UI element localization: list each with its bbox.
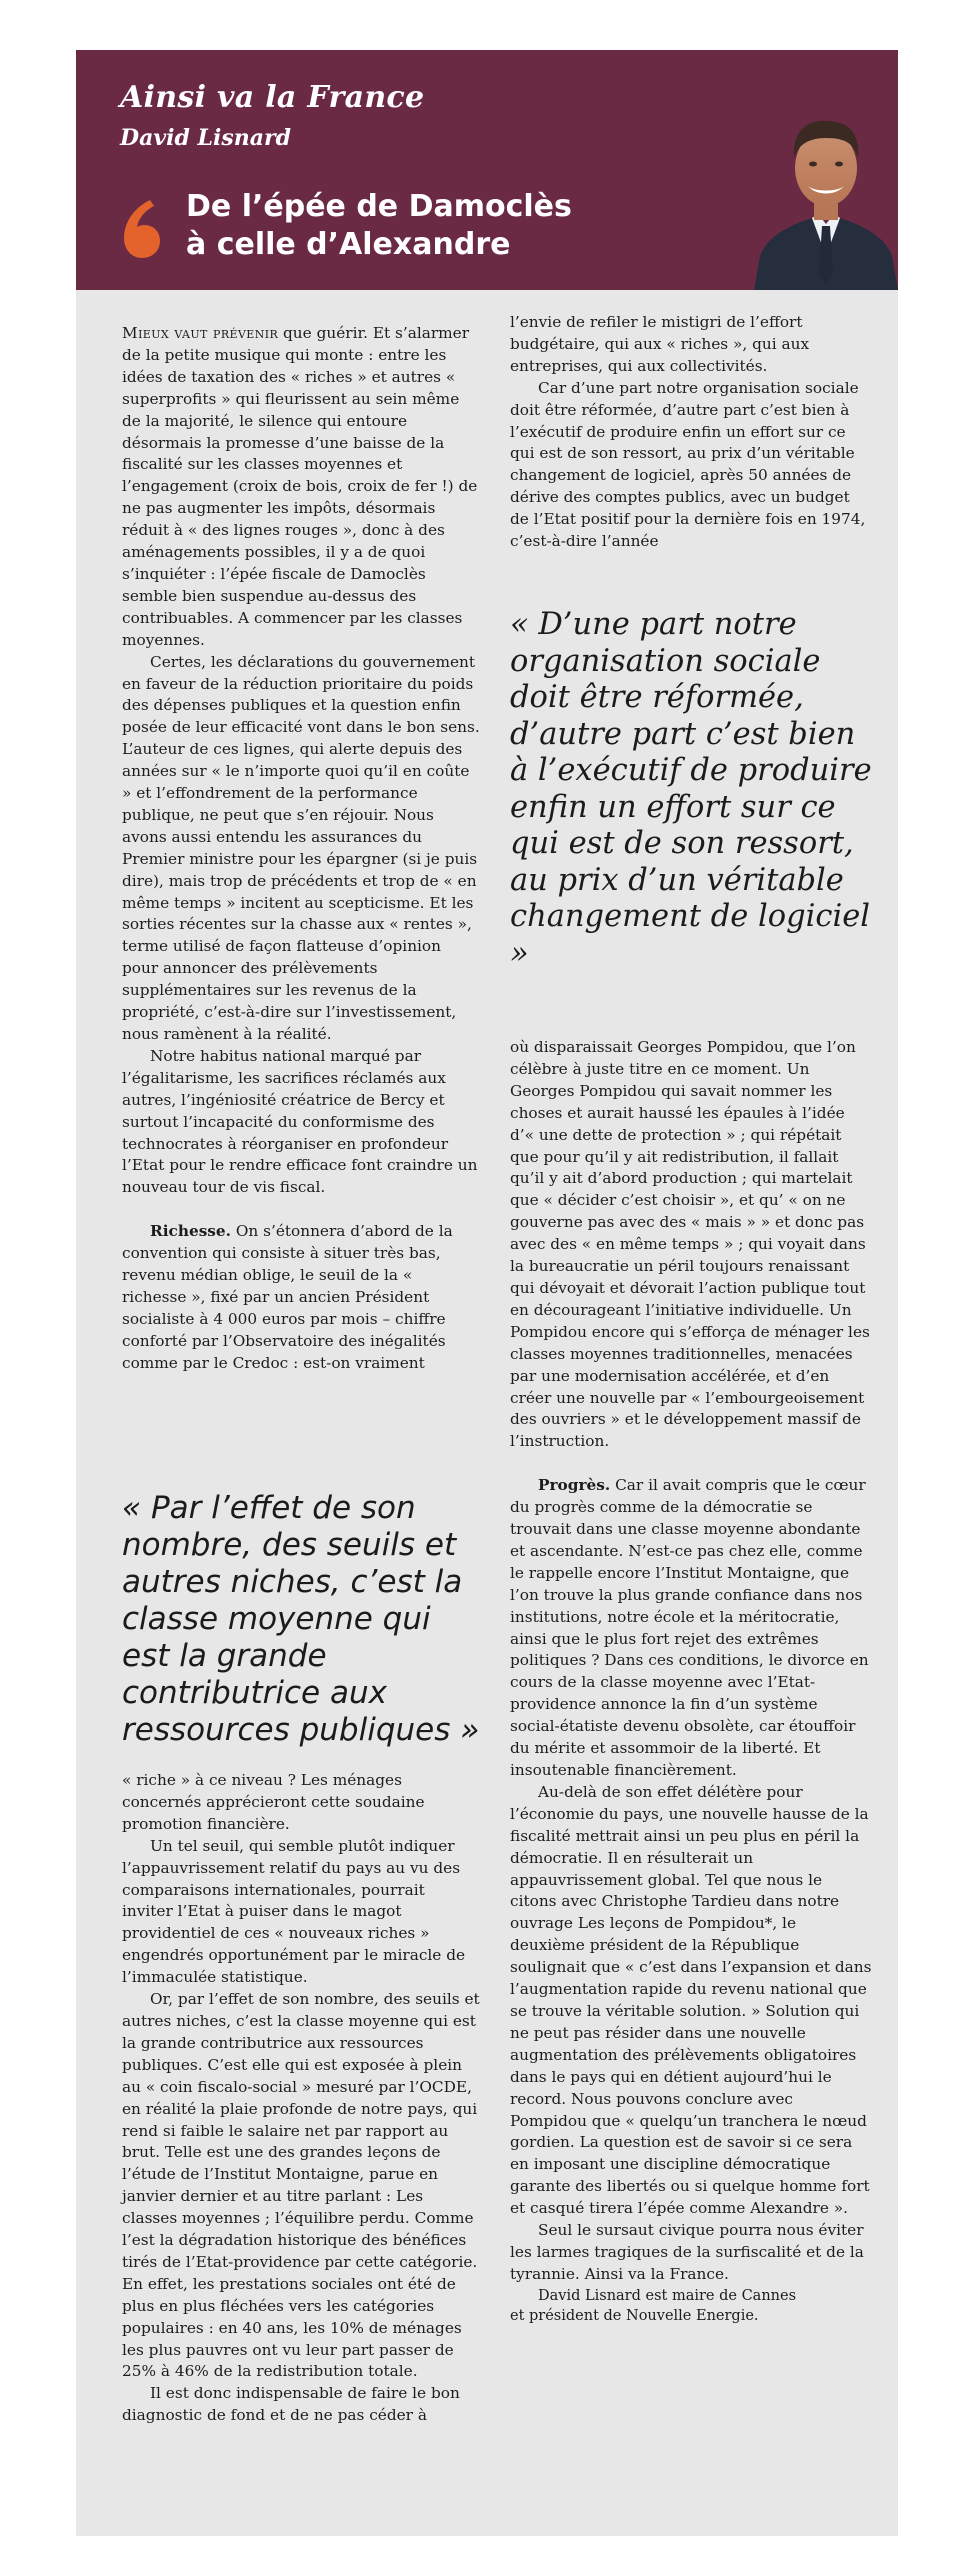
column-2-top bbox=[510, 312, 872, 553]
article-header bbox=[76, 50, 898, 290]
paragraph: Or, par l’effet de son nombre, des seuils et autres niches, c’est la classe moyenne qui est la grande contributrice aux ressources publiques. C’est elle qui est exposée à plein au « coin fiscalo-social » mesuré par l’OCDE, en réalité la plaie profonde de notre pays, qui rend si faible le salaire net par rapport au brut. Telle est une des grandes leçons de l’étude de l’Institut Montaigne, parue en janvier dernier et au titre parlant : Les classes moyennes ; l’équilibre perdu. Comme l’est la dégradation historique des bénéfices tirés de l’Etat-providence par cette catégorie. En effet, les prestations sociales ont été de plus en plus fléchées vers les catégories populaires : en 40 ans, les 10% de ménages les plus pauvres ont vu leur part passer de 25% à 46% de la redistribution totale. bbox=[122, 1990, 480, 2381]
paragraph: Notre habitus national marqué par l’égalitarisme, les sacrifices réclamés aux autres, l’ingéniosité créatrice de Bercy et surtout l’incapacité du conformisme des technocrates à réorganiser en profondeur l’Etat pour le rendre efficace font craindre un nouveau tour de vis fiscal. bbox=[122, 1046, 478, 1197]
paragraph: Il est donc indispensable de faire le bon diagnostic de fond et de ne pas céder à bbox=[122, 2384, 460, 2425]
column-rubric: Ainsi va la France bbox=[120, 80, 425, 115]
column-1-bottom bbox=[122, 1770, 480, 2427]
paragraph: Richesse. On s’étonnera d’abord de la convention qui consiste à situer très bas, revenu médian oblige, le seuil de la « richesse », fixé par un ancien Président socialiste à 4 000 euros par mois – chiffre conforté par l’Observatoire des inégalités comme par le Credoc : est-on vraiment bbox=[122, 1222, 453, 1372]
opening-quote-mark-icon bbox=[120, 198, 164, 264]
author-bio: David Lisnard est maire de Cannes et président de Nouvelle Energie. bbox=[510, 2287, 797, 2324]
paragraph: Car d’une part notre organisation sociale doit être réformée, d’autre part c’est bien à l’exécutif de produire enfin un effort sur ce qui est de son ressort, au prix d’un véritable changement de logiciel, après 50 années de dérive des comptes publics, avec un budget de l’Etat positif pour la dernière fois en 1974, c’est-à-dire l’année bbox=[510, 378, 866, 551]
paragraph: Progrès. Car il avait compris que le cœur du progrès comme de la démocratie se trouvait dans une classe moyenne abondante et ascendante. N’est-ce pas chez elle, comme le rappelle encore l’Institut Montaigne, que l’on trouve la plus grande confiance dans nos institutions, notre école et la méritocratie, ainsi que le plus fort rejet des extrêmes politiques ? Dans ces conditions, le divorce en cours de la classe moyenne avec l’Etat-providence annonce la fin d’un système social-étatiste devenu obsolète, car étouffoir du mérite et assommoir de la liberté. Et insoutenable financièrement. bbox=[510, 1476, 869, 1779]
column-1-top bbox=[122, 323, 480, 1375]
paragraph: Un tel seuil, qui semble plutôt indiquer l’appauvrissement relatif du pays au vu des comparaisons internationales, pourrait inviter l’Etat à puiser dans le magot providentiel de ces « nouveaux riches » engendrés opportunément par le miracle de l’immaculée statistique. bbox=[122, 1836, 466, 1987]
pull-quote: « Par l’effet de son nombre, des seuils et autres niches, c’est la classe moyenne qui est la grande contributrice aux ressources publiques » bbox=[122, 1490, 480, 1748]
paragraph: Mieux vaut prévenir que guérir. Et s’alarmer de la petite musique qui monte : entre les idées de taxation des « riches » et autres « superprofits » qui fleurissent au sein même de la majorité, le silence qui entoure désormais la promesse d’une baisse de la fiscalité sur les classes moyennes et l’engagement (croix de bois, croix de fer !) de ne pas augmenter les impôts, désormais réduit à « des lignes rouges », donc à des aménagements possibles, il y a de quoi s’inquiéter : l’épée fiscale de Damoclès semble bien suspendue au-dessus des contribuables. A commencer par les classes moyennes. bbox=[122, 324, 478, 649]
paragraph: Seul le sursaut civique pourra nous éviter les larmes tragiques de la surfiscalité et de la tyrannie. Ainsi va la France. bbox=[510, 2221, 864, 2283]
author-name: David Lisnard bbox=[120, 125, 291, 151]
paragraph: Au-delà de son effet délétère pour l’économie du pays, une nouvelle hausse de la fiscalité mettrait ainsi un peu plus en péril la démocratie. Il en résulterait un appauvrissement global. Tel que nous le citons avec Christophe Tardieu dans notre ouvrage Les leçons de Pompidou*, le deuxième président de la République soulignait que « c’est dans l’expansion et dans l’augmentation rapide du revenu national que se trouve la véritable solution. » Solution qui ne peut pas résider dans une nouvelle augmentation des prélèvements obligatoires dans le pays qui en détient aujourd’hui le record. Nous pouvons conclure avec Pompidou que « quelqu’un tranchera le nœud gordien. La question est de savoir si ce sera en imposant une discipline démocratique garante des libertés ou si quelque homme fort et casqué tirera l’épée comme Alexandre ». bbox=[510, 1782, 872, 2218]
article-headline: De l’épée de Damoclès à celle d’Alexandre bbox=[186, 189, 572, 262]
author-portrait bbox=[754, 106, 898, 290]
paragraph: l’envie de refiler le mistigri de l’effort budgétaire, qui aux « riches », qui aux entreprises, qui aux collectivités. bbox=[510, 313, 810, 375]
column-2-bottom bbox=[510, 1037, 872, 2326]
pull-quote: « D’une part notre organisation sociale doit être réformée, d’autre part c’est bien à l’exécutif de produire enfin un effort sur ce qui est de son ressort, au prix d’un véritable changement de logiciel » bbox=[510, 607, 872, 971]
paragraph: Certes, les déclarations du gouvernement en faveur de la réduction prioritaire du poids des dépenses publiques et la question enfin posée de leur efficacité vont dans le bon sens. L’auteur de ces lignes, qui alerte depuis des années sur « le n’importe quoi qu’il en coûte » et l’effondrement de la performance publique, ne peut que s’en réjouir. Nous avons aussi entendu les assurances du Premier ministre pour les épargner (si je puis dire), mais trop de précédents et trop de « en même temps » incitent au scepticisme. Et les sorties récentes sur la chasse aux « rentes », terme utilisé de façon flatteuse d’opinion pour annoncer des prélèvements supplémentaires sur les revenus de la propriété, c’est-à-dire sur l’investissement, nous ramènent à la réalité. bbox=[122, 652, 480, 1043]
paragraph: où disparaissait Georges Pompidou, que l’on célèbre à juste titre en ce moment. Un Georges Pompidou qui savait nommer les choses et aurait haussé les épaules à l’idée d’« une dette de protection » ; qui répétait que pour qu’il y ait redistribution, il fallait qu’il y ait d’abord production ; qui martelait que « décider c’est choisir », et qu’ « on ne gouverne pas avec des « mais » » et donc pas avec des « en même temps » ; qui voyait dans la bureaucratie un péril toujours renaissant qui dévoyait et dévorait l’action publique tout en décourageant l’initiative individuelle. Un Pompidou encore qui s’efforça de ménager les classes moyennes traditionnelles, menacées par une modernisation accélérée, et d’en créer une nouvelle par « l’embourgeoisement des ouvriers » et le développement massif de l’instruction. bbox=[510, 1038, 870, 1451]
paragraph: « riche » à ce niveau ? Les ménages concernés apprécieront cette soudaine promotion financière. bbox=[122, 1771, 425, 1833]
